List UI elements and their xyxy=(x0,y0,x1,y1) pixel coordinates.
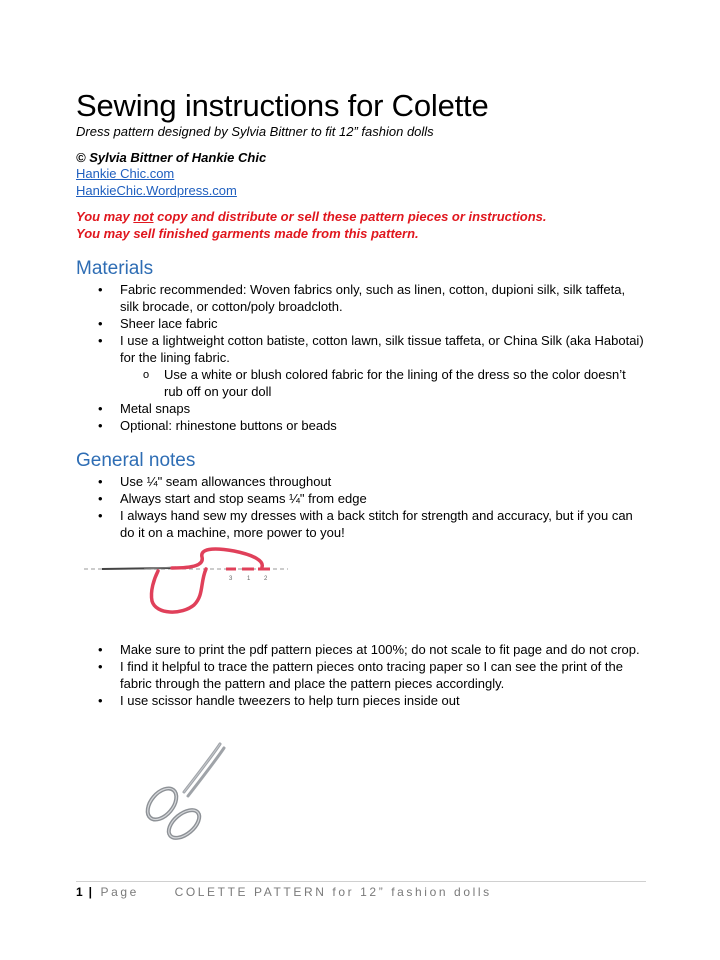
general-notes-list-continued xyxy=(0,641,720,709)
page-title: Sewing instructions for Colette xyxy=(76,88,489,123)
bullet-icon: • xyxy=(98,401,103,416)
general-notes-heading: General notes xyxy=(76,450,196,471)
list-item-text: Optional: rhinestone buttons or beads xyxy=(120,418,337,433)
list-item-text: I find it helpful to trace the pattern pieces onto tracing paper so I can see the print of the fabric through the pattern and place the pattern pieces accordingly. xyxy=(120,659,623,691)
warning-line-1 xyxy=(76,209,547,224)
list-item xyxy=(0,473,720,490)
warning-text: copy and distribute or sell these pattern pieces or instructions. xyxy=(153,209,547,224)
list-item-text: Make sure to print the pdf pattern pieces at 100%; do not scale to fit page and do not crop. xyxy=(120,642,640,657)
subtitle: Dress pattern designed by Sylvia Bittner to fit 12” fashion dolls xyxy=(76,124,434,139)
copyright-line: © Sylvia Bittner of Hankie Chic xyxy=(76,150,267,165)
bullet-icon: • xyxy=(98,659,103,674)
materials-heading: Materials xyxy=(76,258,154,279)
bullet-icon: • xyxy=(98,508,103,523)
warning-text: You may xyxy=(76,209,134,224)
list-item-text: Sheer lace fabric xyxy=(120,316,218,331)
link-wordpress[interactable]: HankieChic.Wordpress.com xyxy=(76,183,237,198)
list-item xyxy=(0,315,720,332)
list-item-text: I always hand sew my dresses with a back stitch for strength and accuracy, but if you can do it on a machine, more power to you! xyxy=(120,508,633,540)
bullet-icon: • xyxy=(98,282,103,297)
list-item-text: Use ¼" seam allowances throughout xyxy=(120,474,332,489)
warning-line-2: You may sell finished garments made from this pattern. xyxy=(76,226,419,241)
list-item xyxy=(0,692,720,709)
bullet-icon: • xyxy=(98,316,103,331)
footer-doc-title: COLETTE PATTERN for 12” fashion dolls xyxy=(174,885,492,899)
list-subitem xyxy=(0,366,720,400)
footer-divider xyxy=(76,881,646,882)
list-item xyxy=(0,400,720,417)
bullet-icon: • xyxy=(98,491,103,506)
warning-emphasis: not xyxy=(133,209,154,224)
list-item-text: Fabric recommended: Woven fabrics only, such as linen, cotton, dupioni silk, silk taffeta, silk brocade, or cotton/poly broadcloth. xyxy=(120,282,626,314)
footer-separator: | xyxy=(88,885,95,899)
back-stitch-illustration xyxy=(84,547,288,619)
list-item xyxy=(0,641,720,658)
bullet-icon: • xyxy=(98,693,103,708)
bullet-icon: • xyxy=(98,474,103,489)
general-notes-list xyxy=(0,473,720,541)
list-item xyxy=(0,332,720,366)
circle-bullet-icon: o xyxy=(143,369,150,381)
list-item xyxy=(0,417,720,434)
stitch-number: 3 xyxy=(229,576,233,582)
list-item-text: I use scissor handle tweezers to help turn pieces inside out xyxy=(120,693,460,708)
bullet-icon: • xyxy=(98,642,103,657)
list-item-text: I use a lightweight cotton batiste, cotton lawn, silk tissue taffeta, or China Silk (aka Habotai) for the lining fabric. xyxy=(120,333,644,365)
page-number: 1 xyxy=(76,885,83,899)
page-footer xyxy=(76,885,492,899)
link-hankie-chic[interactable]: Hankie Chic.com xyxy=(76,166,175,181)
stitch-number: 2 xyxy=(264,576,268,582)
list-item xyxy=(0,658,720,692)
list-item xyxy=(0,507,720,541)
stitch-number: 1 xyxy=(247,576,251,582)
page-word: Page xyxy=(100,885,139,899)
materials-list xyxy=(0,281,720,434)
list-item-text: Metal snaps xyxy=(120,401,191,416)
list-item-text: Use a white or blush colored fabric for the lining of the dress so the color doesn’t rub off on your doll xyxy=(164,367,626,399)
bullet-icon: • xyxy=(98,333,103,348)
scissor-tweezers-illustration xyxy=(132,740,228,844)
list-item xyxy=(0,490,720,507)
bullet-icon: • xyxy=(98,418,103,433)
list-item xyxy=(0,281,720,315)
list-item-text: Always start and stop seams ¼" from edge xyxy=(120,491,367,506)
